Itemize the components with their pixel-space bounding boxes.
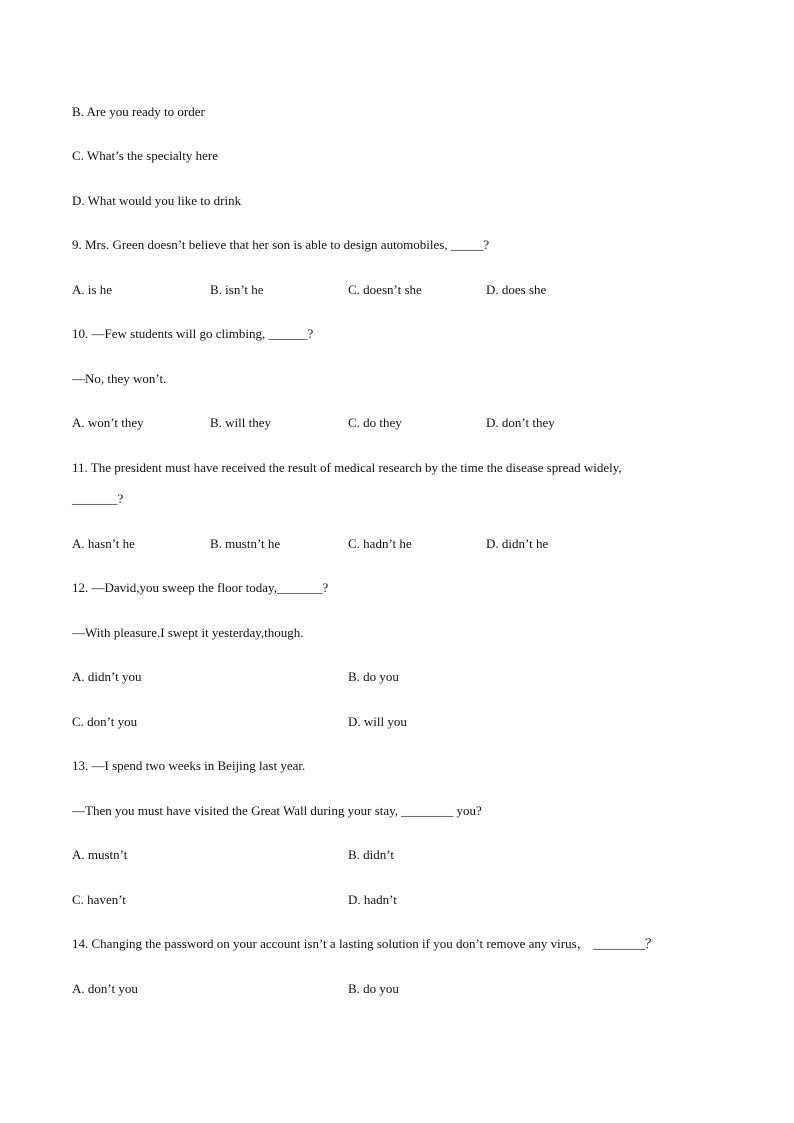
q10-option-c: C. do they — [348, 415, 402, 430]
q12-reply: —With pleasure.I swept it yesterday,though. — [72, 625, 304, 640]
q10-option-a: A. won’t they — [72, 415, 144, 430]
q8-option-d: D. What would you like to drink — [72, 193, 242, 208]
q14-option-a: A. don’t you — [72, 981, 138, 996]
q11-stem-continuation: _______? — [72, 491, 124, 506]
q11-option-a: A. hasn’t he — [72, 536, 135, 551]
q11-option-b: B. mustn’t he — [210, 536, 281, 551]
q9-stem: 9. Mrs. Green doesn’t believe that her son is able to design automobiles, _____? — [72, 237, 490, 252]
q13-option-b: B. didn’t — [348, 847, 394, 862]
q10-option-d: D. don’t they — [486, 415, 555, 430]
q9-option-d: D. does she — [486, 282, 547, 297]
q10-reply: —No, they won’t. — [72, 371, 167, 386]
q10-option-b: B. will they — [210, 415, 272, 430]
q12-option-d: D. will you — [348, 714, 407, 729]
q13-reply: —Then you must have visited the Great Wall during your stay, ________ you? — [72, 803, 482, 818]
q13-stem: 13. —I spend two weeks in Beijing last year. — [72, 758, 306, 773]
q12-option-a: A. didn’t you — [72, 669, 142, 684]
q8-option-b: B. Are you ready to order — [72, 104, 205, 119]
q13-option-d: D. hadn’t — [348, 892, 397, 907]
q13-option-a: A. mustn’t — [72, 847, 128, 862]
q9-option-c: C. doesn’t she — [348, 282, 422, 297]
q12-option-c: C. don’t you — [72, 714, 138, 729]
q12-stem: 12. —David,you sweep the floor today,_______? — [72, 580, 329, 595]
q8-option-c: C. What’s the specialty here — [72, 148, 218, 163]
q14-stem: 14. Changing the password on your account isn’t a lasting solution if you don’t remove any virus， ________？ — [72, 936, 658, 951]
q11-option-c: C. hadn’t he — [348, 536, 412, 551]
q11-option-d: D. didn’t he — [486, 536, 549, 551]
q9-option-a: A. is he — [72, 282, 113, 297]
q10-stem: 10. —Few students will go climbing, ______? — [72, 326, 314, 341]
q14-option-b: B. do you — [348, 981, 399, 996]
q11-stem: 11. The president must have received the result of medical research by the time the disease spread widely, — [72, 460, 622, 475]
q9-option-b: B. isn’t he — [210, 282, 264, 297]
q12-option-b: B. do you — [348, 669, 399, 684]
q13-option-c: C. haven’t — [72, 892, 126, 907]
